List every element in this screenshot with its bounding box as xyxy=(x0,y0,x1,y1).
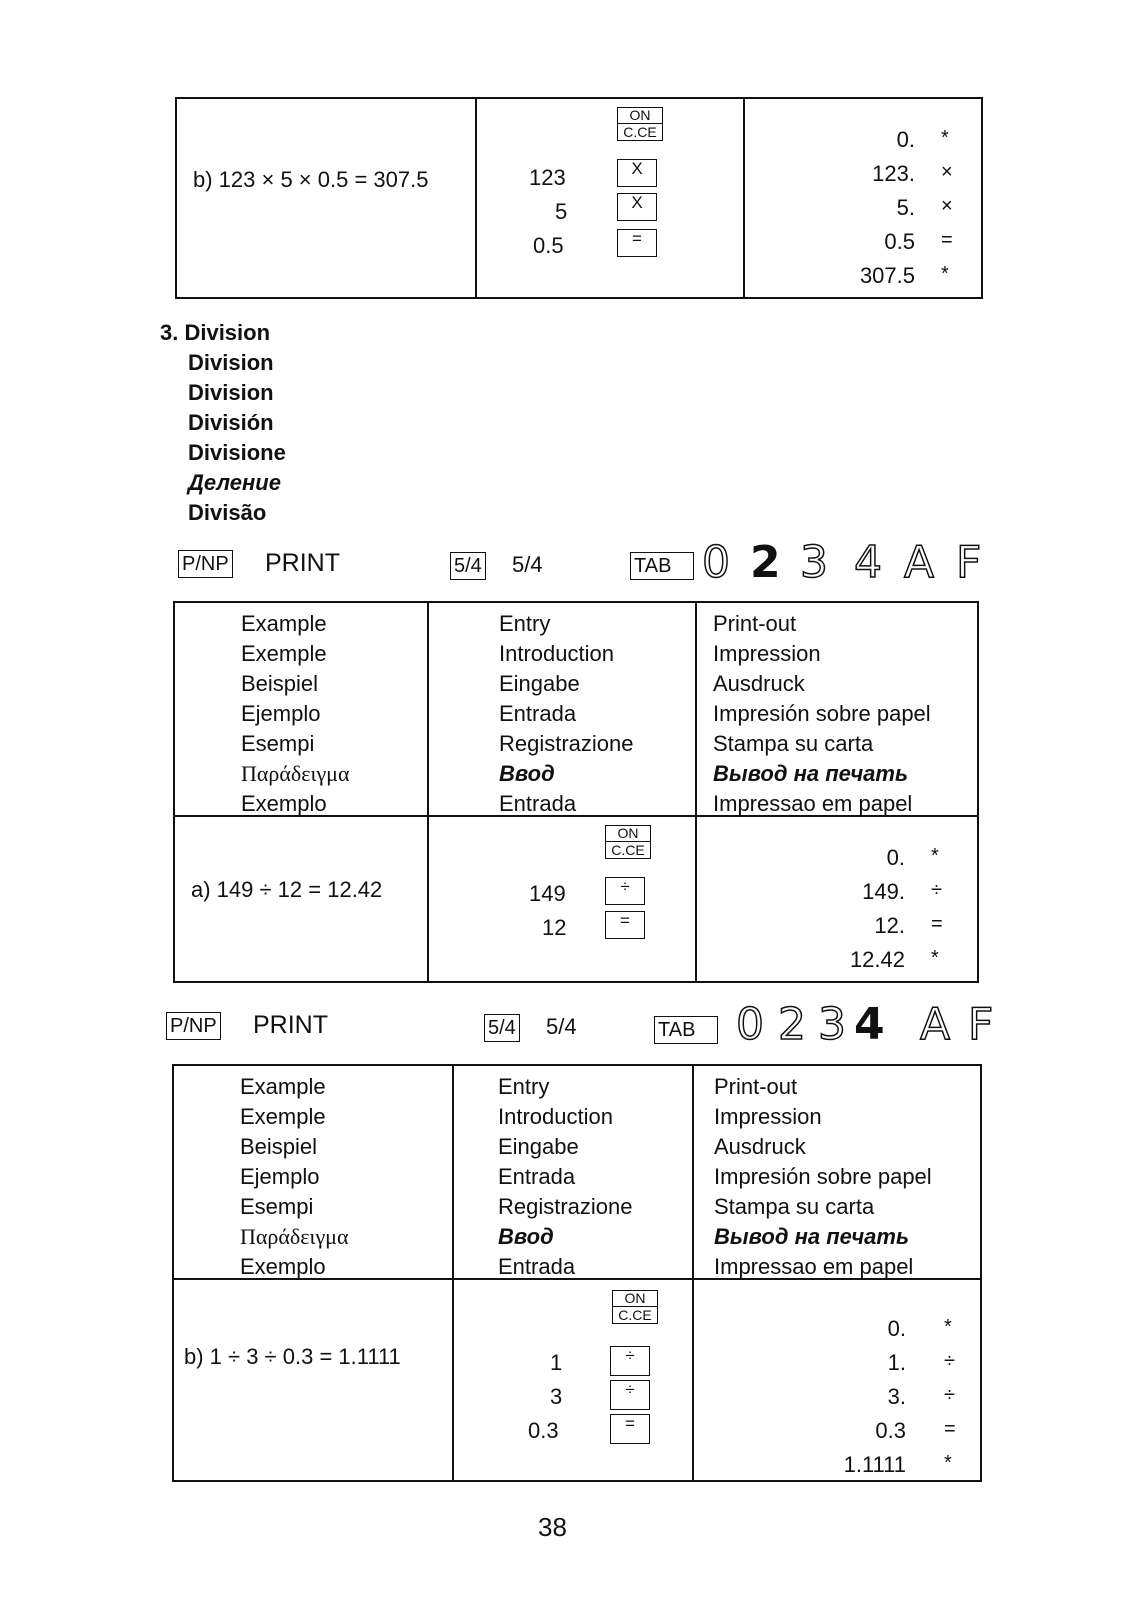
header-example-label: Exemple xyxy=(240,1104,326,1129)
header-entry-label: Entrada xyxy=(498,1164,576,1189)
round-switch-label: 5/4 xyxy=(546,1014,577,1039)
printout-value: 123. xyxy=(872,161,915,186)
header-entry-label: Eingabe xyxy=(498,1134,579,1159)
divide-key: ÷ xyxy=(610,1380,650,1410)
header-printout-label: Impresión sobre papel xyxy=(713,701,931,726)
header-entry-label: Ввод xyxy=(498,1224,554,1249)
example-a-printout-cell xyxy=(696,816,978,982)
section-title: Division xyxy=(188,380,274,405)
example-b-table xyxy=(172,1064,982,1482)
section-heading xyxy=(160,318,286,528)
header-example-label: Ejemplo xyxy=(241,701,321,726)
example-a-text: a) 149 ÷ 12 = 12.42 xyxy=(191,877,383,902)
printout-value: 5. xyxy=(896,195,915,220)
header-printout-label: Impressao em papel xyxy=(714,1254,914,1279)
header-example-label: Exemple xyxy=(241,641,327,666)
header-entry-label: Registrazione xyxy=(499,731,634,756)
header-entry-label: Entrada xyxy=(499,791,577,816)
example-b-cell xyxy=(173,1279,453,1481)
decimal-add-mode: A xyxy=(920,999,951,1050)
header-entry-label: Ввод xyxy=(499,761,555,786)
header-example-label: Beispiel xyxy=(240,1134,318,1159)
section-title: Деление xyxy=(188,470,281,495)
header-entry-label: Introduction xyxy=(499,641,614,666)
entry-value: 149 xyxy=(529,881,566,906)
printout-symbol: ÷ xyxy=(931,879,942,901)
top-example-table xyxy=(175,97,983,299)
printout-symbol: * xyxy=(944,1316,952,1338)
printout-symbol: = xyxy=(941,229,953,251)
printout-symbol: * xyxy=(931,947,939,969)
example-b-text: b) 1 ÷ 3 ÷ 0.3 = 1.1111 xyxy=(184,1344,401,1369)
top-entry-cell xyxy=(476,98,744,298)
cce-key-label: C.CE xyxy=(618,1307,652,1323)
section-title: División xyxy=(188,410,274,435)
printout-symbol: * xyxy=(941,263,949,285)
equals-key: = xyxy=(610,1414,650,1444)
on-key-label: ON xyxy=(606,826,650,842)
decimal-digit-2: 2 xyxy=(778,999,806,1050)
decimal-digit-4: 4 xyxy=(854,999,885,1050)
printout-symbol: * xyxy=(944,1452,952,1474)
page-number: 38 xyxy=(538,1512,567,1542)
tab-switch-label: TAB xyxy=(654,1016,718,1044)
header-example-list xyxy=(240,1072,349,1282)
decimal-add-mode: A xyxy=(904,537,935,588)
decimal-digit-0: 0 xyxy=(702,537,730,588)
on-cce-key xyxy=(612,1290,658,1324)
header-example-label: Exemplo xyxy=(241,791,327,816)
example-a-entry-cell xyxy=(428,816,696,982)
printout-symbol: × xyxy=(941,195,953,217)
decimal-float-mode: F xyxy=(968,999,994,1050)
top-printout-cell xyxy=(744,98,982,298)
decimal-digit-3: 3 xyxy=(818,999,846,1050)
header-entry-list xyxy=(498,1072,633,1282)
header-entry-label: Entrada xyxy=(499,701,577,726)
equals-key: = xyxy=(605,911,645,939)
pnp-switch-label: P/NP xyxy=(166,1012,221,1040)
section-title: Divisione xyxy=(188,440,286,465)
entry-value: 1 xyxy=(550,1350,563,1375)
header-printout-label: Impresión sobre papel xyxy=(714,1164,932,1189)
printout-symbol: * xyxy=(931,845,939,867)
printout-value: 1. xyxy=(887,1350,906,1375)
printout-symbol: × xyxy=(941,161,953,183)
section-title: Division xyxy=(188,350,274,375)
top-example-text: b) 123 × 5 × 0.5 = 307.5 xyxy=(193,167,429,192)
header-printout-cell xyxy=(693,1065,981,1279)
printout-value: 0. xyxy=(886,845,905,870)
header-example-label: Ejemplo xyxy=(240,1164,320,1189)
printout-value: 3. xyxy=(887,1384,906,1409)
header-entry-cell xyxy=(428,602,696,816)
round-switch-label: 5/4 xyxy=(512,552,543,577)
printout-value: 0. xyxy=(887,1316,906,1341)
header-example-label: Παράδειγμα xyxy=(241,761,350,786)
multiply-key: X xyxy=(617,159,657,187)
cce-key-label: C.CE xyxy=(611,842,645,858)
tab-switch-label: TAB xyxy=(630,552,694,580)
decimal-digit-2: 2 xyxy=(750,537,781,588)
printout-symbol: = xyxy=(944,1418,956,1440)
header-example-cell xyxy=(174,602,428,816)
cce-key-label: C.CE xyxy=(623,124,657,140)
header-entry-cell xyxy=(453,1065,693,1279)
header-printout-label: Impression xyxy=(714,1104,822,1129)
header-example-label: Παράδειγμα xyxy=(240,1224,349,1249)
print-label: PRINT xyxy=(265,549,340,577)
header-example-list xyxy=(241,609,350,819)
header-example-label: Esempi xyxy=(241,731,315,756)
example-b-printout-cell xyxy=(693,1279,981,1481)
header-entry-label: Entry xyxy=(498,1074,550,1099)
entry-value: 5 xyxy=(555,199,568,224)
printout-value: 12.42 xyxy=(849,947,905,972)
on-key-label: ON xyxy=(613,1291,657,1307)
divide-key: ÷ xyxy=(605,877,645,905)
entry-value: 3 xyxy=(550,1384,563,1409)
header-entry-label: Introduction xyxy=(498,1104,613,1129)
top-example-cell xyxy=(176,98,476,298)
printout-symbol: = xyxy=(931,913,943,935)
decimal-digit-0: 0 xyxy=(736,999,764,1050)
printout-value: 307.5 xyxy=(859,263,915,288)
header-printout-label: Impression xyxy=(713,641,821,666)
on-key-label: ON xyxy=(618,108,662,124)
header-example-label: Esempi xyxy=(240,1194,314,1219)
round-switch-box: 5/4 xyxy=(450,552,486,580)
example-b-entry-cell xyxy=(453,1279,693,1481)
example-a-table xyxy=(173,601,979,983)
section-title: 3. Division xyxy=(160,320,271,345)
decimal-digit-3: 3 xyxy=(800,537,828,588)
header-example-label: Beispiel xyxy=(241,671,319,696)
printout-value: 12. xyxy=(874,913,905,938)
on-cce-key xyxy=(605,825,651,859)
decimal-float-mode: F xyxy=(956,537,982,588)
header-printout-label: Ausdruck xyxy=(714,1134,806,1159)
header-printout-list xyxy=(713,609,931,819)
divide-key: ÷ xyxy=(610,1346,650,1376)
entry-value: 0.5 xyxy=(533,233,564,258)
header-example-label: Example xyxy=(240,1074,326,1099)
printout-value: 0.5 xyxy=(884,229,915,254)
header-printout-label: Impressao em papel xyxy=(713,791,913,816)
header-printout-list xyxy=(714,1072,932,1282)
round-switch-box: 5/4 xyxy=(484,1014,520,1042)
on-cce-key xyxy=(617,107,663,141)
example-a-cell xyxy=(174,816,428,982)
header-printout-label: Stampa su carta xyxy=(713,731,874,756)
header-printout-label: Вывод на печать xyxy=(713,761,909,786)
printout-symbol: ÷ xyxy=(944,1384,955,1406)
header-printout-cell xyxy=(696,602,978,816)
printout-symbol: ÷ xyxy=(944,1350,955,1372)
header-entry-list xyxy=(499,609,634,819)
printout-value: 149. xyxy=(862,879,905,904)
printout-value: 0. xyxy=(896,127,915,152)
section-title: Divisão xyxy=(188,500,267,525)
header-entry-label: Entrada xyxy=(498,1254,576,1279)
pnp-switch-label: P/NP xyxy=(178,550,233,578)
header-printout-label: Вывод на печать xyxy=(714,1224,910,1249)
printout-value: 0.3 xyxy=(875,1418,906,1443)
header-printout-label: Ausdruck xyxy=(713,671,805,696)
header-printout-label: Print-out xyxy=(713,611,797,636)
header-entry-label: Eingabe xyxy=(499,671,580,696)
entry-value: 123 xyxy=(529,165,566,190)
header-example-cell xyxy=(173,1065,453,1279)
header-printout-label: Stampa su carta xyxy=(714,1194,875,1219)
printout-symbol: * xyxy=(941,127,949,149)
entry-value: 0.3 xyxy=(528,1418,559,1443)
printout-value: 1.1111 xyxy=(843,1452,906,1477)
header-entry-label: Registrazione xyxy=(498,1194,633,1219)
entry-value: 12 xyxy=(542,915,567,940)
equals-key: = xyxy=(617,229,657,257)
header-example-label: Example xyxy=(241,611,327,636)
header-printout-label: Print-out xyxy=(714,1074,798,1099)
header-entry-label: Entry xyxy=(499,611,551,636)
print-label: PRINT xyxy=(253,1011,328,1039)
header-example-label: Exemplo xyxy=(240,1254,326,1279)
multiply-key: X xyxy=(617,193,657,221)
decimal-digit-4: 4 xyxy=(854,537,882,588)
